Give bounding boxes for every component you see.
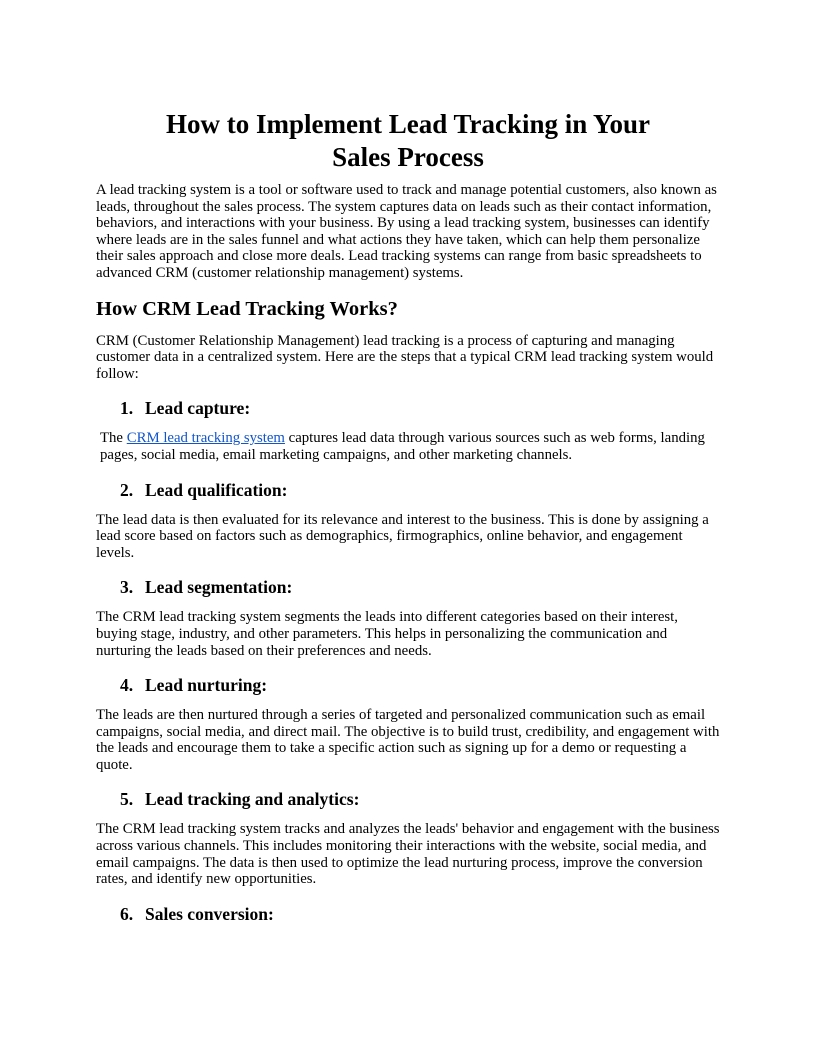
step-heading-label: Lead qualification: (145, 479, 288, 500)
step-paragraph-lead-capture (96, 430, 720, 463)
step-number: 3. (120, 577, 134, 598)
step-number: 2. (120, 479, 134, 500)
step-paragraph-lead-tracking-analytics: The CRM lead tracking system tracks and analyzes the leads' behavior and engagement with the business across various channels. This includes monitoring their interactions with the website, social media, and email campaigns. The data is then used to optimize the lead nurturing process, improve the conversion rates, and identify new opportunities. (96, 821, 720, 888)
step-heading-label: Lead segmentation: (145, 577, 293, 598)
step-paragraph-lead-qualification: The lead data is then evaluated for its relevance and interest to the business. This is done by assigning a lead score based on factors such as demographics, firmographics, online behavior, and engagement levels. (96, 511, 709, 561)
crm-lead-tracking-system-link[interactable]: CRM lead tracking system (126, 430, 285, 447)
step-heading-lead-qualification (96, 479, 720, 501)
step-paragraph-lead-nurturing: The leads are then nurtured through a series of targeted and personalized communication such as email campaigns, social media, and direct mail. The objective is to build trust, credibility, and engagement with the leads and encourage them to take a specific action such as signing up for a demo or requesting a quote. (96, 707, 720, 773)
step-number: 4. (120, 675, 134, 696)
step-heading-label: Sales conversion: (145, 903, 274, 924)
step-heading-lead-tracking-analytics (96, 788, 720, 810)
step-paragraph-lead-segmentation: The CRM lead tracking system segments the leads into different categories based on their interest, buying stage, industry, and other parameters. This helps in personalizing the communication and nurturing the leads based on their preferences and needs. (96, 609, 678, 659)
step-heading-lead-segmentation (96, 576, 720, 598)
step-body-suffix: captures lead data through various sources such as web forms, landing pages, social media, email marketing campaigns, and other marketing channels. (100, 430, 705, 463)
step-body-prefix: The (100, 430, 127, 447)
step-heading-sales-conversion (96, 903, 720, 925)
step-heading-label: Lead capture: (145, 398, 251, 419)
step-heading-label: Lead nurturing: (145, 675, 268, 696)
step-number: 1. (120, 398, 134, 419)
document-title-line-1: How to Implement Lead Tracking in Your (165, 109, 651, 139)
intro-paragraph: A lead tracking system is a tool or software used to track and manage potential customers, also known as leads, throughout the sales process. The system captures data on leads such as their contact information, behaviors, and interactions with your business. By using a lead tracking system, businesses can identify where leads are in the sales funnel and what actions they have taken, which can help them personalize their sales approach and close more deals. Lead tracking systems can range from basic spreadsheets to advanced CRM (customer relationship management) systems. (96, 182, 717, 281)
step-heading-lead-capture (96, 397, 720, 419)
how-crm-works-paragraph: CRM (Customer Relationship Management) lead tracking is a process of capturing and managing customer data in a centralized system. Here are the steps that a typical CRM lead tracking system would follow: (96, 332, 714, 382)
document-title-line-2: Sales Process (332, 142, 484, 172)
step-heading-label: Lead tracking and analytics: (145, 789, 360, 810)
step-heading-lead-nurturing (96, 674, 720, 696)
step-number: 5. (120, 789, 134, 810)
step-number: 6. (120, 903, 134, 924)
document-title (96, 108, 720, 174)
section-heading-how-crm-works: How CRM Lead Tracking Works? (96, 297, 398, 320)
